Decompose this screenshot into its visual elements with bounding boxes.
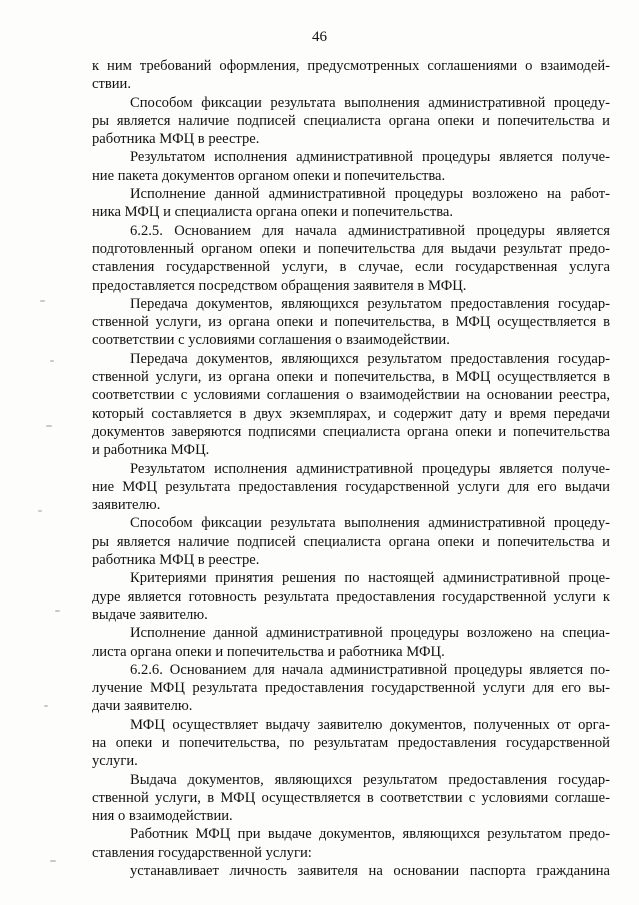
text-line: лучение МФЦ результата предоставления государственной услуги для его вы-	[92, 680, 610, 697]
text-line: ставления государственной услуги:	[92, 844, 312, 861]
text-line: 6.2.5. Основанием для начала административной процедуры является	[130, 222, 610, 239]
text-line: Критериями принятия решения по настоящей административной проце-	[130, 570, 610, 587]
text-line: 6.2.6. Основанием для начала административной процедуры является по-	[130, 661, 610, 678]
text-line: выдаче заявителю.	[92, 606, 208, 623]
text-line: к ним требований оформления, предусмотренных соглашениями о взаимодей-	[92, 58, 610, 74]
text-line: Исполнение данной административной процедуры возложено на работ-	[130, 186, 610, 203]
text-line: ствии.	[92, 76, 132, 93]
text-line: ственной услуги, из органа опеки и попечительства, в МФЦ осуществляется в	[92, 314, 610, 331]
text-line: ния о взаимодействии.	[92, 808, 233, 825]
text-line: на опеки и попечительства, по результатам предоставления государственной	[92, 734, 610, 751]
text-line: Исполнение данной административной процедуры возложено на специа-	[130, 625, 610, 642]
text-line: заявителю.	[92, 497, 161, 514]
text-line: Выдача документов, являющихся результатом предоставления государ-	[130, 771, 610, 788]
text-line: устанавливает личность заявителя на основании паспорта гражданина	[130, 863, 610, 880]
text-line: ника МФЦ и специалиста органа опеки и попечительства.	[92, 204, 454, 221]
text-line: предоставляется посредством обращения заявителя в МФЦ.	[92, 277, 467, 294]
text-line: подготовленный органом опеки и попечительства для выдачи результат предо-	[92, 240, 610, 257]
text-line: Способом фиксации результата выполнения административной процеду-	[130, 94, 610, 111]
text-line: соответствии с условиями соглашения о взаимодействии.	[92, 332, 450, 349]
scan-speck	[50, 860, 56, 862]
text-line: ственной услуги, из органа опеки и попечительства, в МФЦ осуществляется в	[92, 369, 610, 386]
text-line: ние МФЦ результата предоставления государственной услуги для его выдачи	[92, 478, 610, 495]
scan-speck	[50, 360, 54, 362]
text-line: листа органа опеки и попечительства и работника МФЦ.	[92, 643, 445, 660]
text-line: работника МФЦ в реестре.	[92, 131, 260, 148]
text-line: документов заверяются подписями специалиста органа опеки и попечительства	[92, 423, 610, 440]
text-line: Передача документов, являющихся результатом предоставления государ-	[130, 295, 610, 312]
page-number: 46	[312, 29, 327, 45]
text-line: дачи заявителю.	[92, 698, 193, 715]
text-line: ние пакета документов органом опеки и попечительства.	[92, 167, 446, 184]
text-line: МФЦ осуществляет выдачу заявителю документов, полученных от орга-	[130, 716, 610, 733]
scan-speck	[55, 610, 60, 612]
body-text	[92, 57, 610, 880]
text-line: Результатом исполнения административной процедуры является получе-	[130, 460, 610, 477]
text-line: дуре является готовность результата предоставления государственной услуги к	[92, 588, 610, 605]
text-line: Результатом исполнения административной процедуры является получе-	[130, 149, 610, 166]
text-line: услуги.	[92, 753, 138, 770]
text-line: который составляется в двух экземплярах, и содержит дату и время передачи	[92, 405, 610, 422]
text-line: Способом фиксации результата выполнения административной процеду-	[130, 515, 610, 532]
text-line: соответствии с условиями соглашения о взаимодействии на основании реестра,	[92, 387, 610, 404]
scan-speck	[38, 510, 42, 512]
scan-speck	[44, 705, 48, 707]
scan-speck	[40, 300, 45, 302]
text-line: Передача документов, являющихся результатом предоставления государ-	[130, 350, 610, 367]
scan-speck	[46, 425, 52, 427]
text-line: ры является наличие подписей специалиста органа опеки и попечительства и	[92, 112, 610, 129]
text-line: ставления государственной услуги, в случае, если государственная услуга	[92, 259, 610, 276]
text-line: работника МФЦ в реестре.	[92, 552, 260, 569]
text-line: и работника МФЦ.	[92, 442, 210, 459]
text-line: ственной услуги, в МФЦ осуществляется в соответствии с условиями соглаше-	[92, 789, 610, 806]
text-line: Работник МФЦ при выдаче документов, являющихся результатом предо-	[130, 826, 610, 843]
text-line: ры является наличие подписей специалиста органа опеки и попечительства и	[92, 533, 610, 550]
